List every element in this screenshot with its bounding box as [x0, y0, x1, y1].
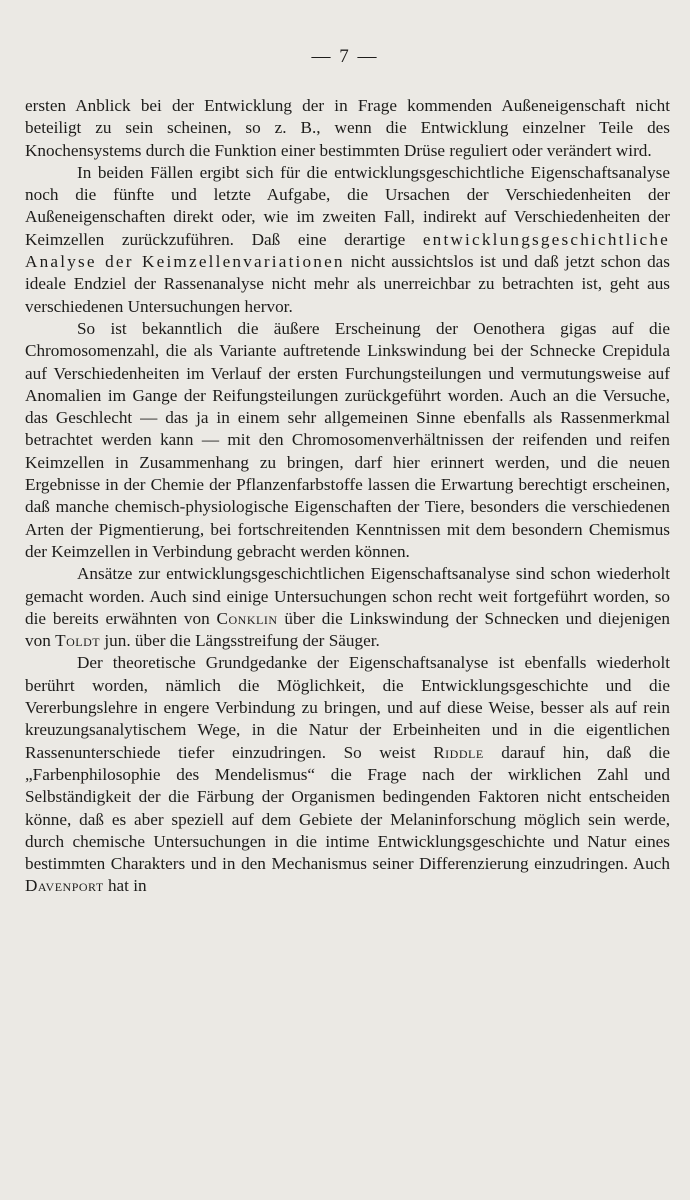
paragraph-4-text-a: Ansätze zur entwicklungsgeschichtlichen Eigenschaftsanalyse sind schon wiederholt gemacht worden. Auch sind einige Untersuchungen schon recht weit fortgeführt worden, so die bereits erwähnten von — [25, 564, 670, 628]
author-name-toldt: Toldt — [55, 631, 101, 651]
paragraph-2-text-a: In beiden Fällen ergibt sich für die entwicklungsgeschichtliche Eigenschaftsanalyse noch die fünfte und letzte Aufgabe, die Ursachen der Verschiedenheiten der Außeneigenschaften direkt oder, wie im zweiten Fall, indirekt auf Verschiedenheiten der Keimzellen zurückzuführen. Daß eine derartige — [25, 162, 670, 249]
paragraph-4-text-c: jun. über die Längsstreifung der Säuger. — [100, 631, 380, 651]
paragraph-4-text-b: über die Linkswindung der Schnecken und diejenigen von — [25, 608, 671, 651]
paragraph-3: So ist bekanntlich die äußere Erscheinung der Oenothera gigas auf die Chromosomenzahl, die als Variante auftretende Linkswindung bei der Schnecke Crepidula auf Verschiedenheiten im Verlauf der ersten Furchungsteilungen und vermutungsweise auf Anomalien im Gange der Reifungsteilungen zurückgeführt worden. Auch an die Versuche, das Geschlecht — das ja in einem sehr allgemeinen Sinne ebenfalls als Rassenmerkmal betrachtet werden kann — mit den Chromosomenverhältnissen der reifenden und reifen Keimzellen in Zusammenhang zu bringen, darf hier erinnert werden, und die neuen Ergebnisse in der Chemie der Pflanzenfarbstoffe lassen die Erwartung berechtigt erscheinen, daß manche chemisch-physiologische Eigenschaften der Tiere, besonders die verschiedenen Arten der Pigmentierung, bei fortschreitenden Kenntnissen mit dem besondern Chemismus der Keimzellen in Verbindung gebracht werden können. — [25, 318, 670, 561]
author-name-davenport: Davenport — [25, 876, 104, 896]
paragraph-4 — [25, 563, 670, 652]
body-text — [25, 95, 670, 898]
paragraph-2-emphasis: entwicklungsgeschichtliche Analyse der Keimzellenvariationen — [25, 229, 670, 272]
paragraph-2-text-b: nicht aussichtslos ist und daß jetzt schon das ideale Endziel der Rassenanalyse nicht mehr als unerreichbar zu betrachten ist, geht aus verschiedenen Untersuchungen hervor. — [25, 252, 670, 316]
paragraph-5 — [25, 652, 670, 897]
paragraph-1: ersten Anblick bei der Entwicklung der in Frage kommenden Außeneigenschaft nicht beteiligt zu sein scheinen, so z. B., wenn die Entwicklung einzelner Teile des Knochensystems durch die Funktion einer bestimmten Drüse reguliert oder verändert wird. — [25, 96, 670, 160]
paragraph-2 — [25, 162, 670, 318]
paragraph-5-text-c: hat in — [103, 876, 147, 896]
author-name-riddle: Riddle — [433, 742, 484, 762]
page-number: — 7 — — [311, 46, 379, 67]
author-name-conklin: Conklin — [216, 608, 278, 628]
paragraph-5-text-a: Der theoretische Grundgedanke der Eigenschaftsanalyse ist ebenfalls wiederholt berührt worden, nämlich die Möglichkeit, die Entwicklungsgeschichte und die Vererbungslehre in engere Verbindung zu bringen, und auf diese Weise, besser als auf rein kreuzungsanalytischem Wege, in die Natur der Erbeinheiten und in die eigentlichen Rassenunterschiede tiefer einzudringen. So weist — [25, 653, 670, 762]
paragraph-5-text-b: darauf hin, daß die „Farbenphilosophie des Mendelismus“ die Frage nach der wirklichen Zahl und Selbständigkeit der die Färbung der Organismen bedingenden Faktoren nicht entscheiden könne, daß es aber speziell auf dem Gebiete der Melaninforschung möglich sein werde, durch chemische Untersuchungen in die intime Entwicklungsgeschichte und Natur eines bestimmten Charakters und in den Mechanismus seiner Differenzierung einzudringen. Auch — [25, 742, 670, 874]
